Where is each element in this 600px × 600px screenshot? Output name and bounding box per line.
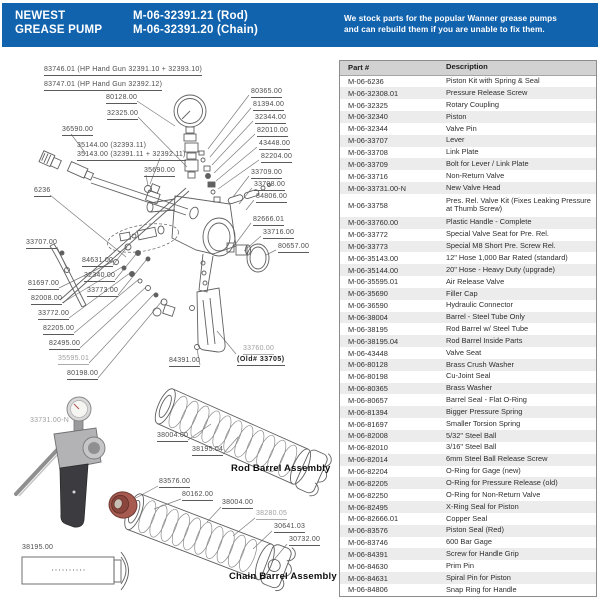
part-callout-label: 30732.00 xyxy=(289,536,320,546)
part-number-cell: M-06-84631 xyxy=(348,573,388,583)
table-row xyxy=(340,454,596,466)
table-row xyxy=(340,147,596,159)
part-number-cell: M-06-83746 xyxy=(348,538,388,548)
table-row xyxy=(340,229,596,241)
parts-table xyxy=(339,60,597,597)
description-cell: Valve Pin xyxy=(446,124,477,133)
part-callout-label: 80365.00 xyxy=(251,88,282,98)
model-number-chain: M-06-32391.20 (Chain) xyxy=(133,23,258,36)
part-number-cell: M-06-33758 xyxy=(348,200,388,210)
part-callout-label: 83747.01 (HP Hand Gun 32392.12) xyxy=(44,81,162,91)
part-number-cell: M-06-81697 xyxy=(348,419,388,429)
red-piston-seal xyxy=(106,489,139,521)
table-row xyxy=(340,347,596,359)
assembly-caption: Rod Barrel Assembly xyxy=(231,463,331,474)
part-callout-label: 6236 xyxy=(34,187,51,197)
table-row xyxy=(340,123,596,135)
part-number-cell: M-06-80657 xyxy=(348,395,388,405)
description-cell: Filler Cap xyxy=(446,289,478,298)
part-callout-label: 33709.00 xyxy=(251,169,282,179)
part-callout-label: 82010.00 xyxy=(257,127,288,137)
table-row xyxy=(340,323,596,335)
table-row xyxy=(340,241,596,253)
table-row xyxy=(340,76,596,88)
description-cell: Brass Crush Washer xyxy=(446,360,514,369)
part-callout-label: 80198.00 xyxy=(67,370,98,380)
table-row xyxy=(340,276,596,288)
part-number-cell: M-06-6236 xyxy=(348,76,384,86)
part-callout-label: (Old# 33705) xyxy=(237,356,285,366)
part-number-cell: M-06-82204 xyxy=(348,466,388,476)
part-callout-label: 35690.00 xyxy=(144,167,175,177)
table-row xyxy=(340,513,596,525)
part-callout-label: 82495.00 xyxy=(49,340,80,350)
description-cell: Barrel Seal - Flat O-Ring xyxy=(446,396,527,405)
description-cell: Hydraulic Connector xyxy=(446,301,513,310)
description-cell: X-Ring Seal for Piston xyxy=(446,502,519,511)
table-row xyxy=(340,406,596,418)
description-cell: Valve Seat xyxy=(446,348,482,357)
description-cell: 20" Hose - Heavy Duty (upgrade) xyxy=(446,265,556,274)
description-cell: Link Plate xyxy=(446,148,479,157)
assembled-pump-photo xyxy=(16,397,105,527)
model-number-rod: M-06-32391.21 (Rod) xyxy=(133,10,249,22)
part-callout-label: 38195.00 xyxy=(22,544,54,551)
part-callout-label: 38280.05 xyxy=(256,510,287,520)
description-cell: Brass Washer xyxy=(446,384,493,393)
part-number-cell: M-06-84391 xyxy=(348,549,388,559)
part-number-cell: M-06-33772 xyxy=(348,230,388,240)
table-row xyxy=(340,430,596,442)
table-row xyxy=(340,525,596,537)
table-row xyxy=(340,264,596,276)
part-callout-label: 38195.04 xyxy=(192,446,223,456)
part-callout-label: 38004.00 xyxy=(157,432,188,442)
table-row xyxy=(340,466,596,478)
table-row xyxy=(340,335,596,347)
part-number-cell: M-06-35143.00 xyxy=(348,253,399,263)
description-cell: Air Release Valve xyxy=(446,277,505,286)
description-cell: 3/16" Steel Ball xyxy=(446,443,497,452)
part-number-cell: M-06-82495 xyxy=(348,502,388,512)
description-cell: Snap Ring for Handle xyxy=(446,585,517,594)
part-number-cell: M-06-43448 xyxy=(348,348,388,358)
part-number-cell: M-06-33716 xyxy=(348,171,388,181)
part-number-cell: M-06-84630 xyxy=(348,561,388,571)
part-callout-label: 36590.00 xyxy=(62,126,93,136)
description-cell: 6mm Steel Ball Release Screw xyxy=(446,455,548,464)
description-cell: O-Ring for Pressure Release (old) xyxy=(446,479,558,488)
page-title-line2: GREASE PUMP xyxy=(15,23,103,36)
part-callout-label: 80657.00 xyxy=(278,243,309,253)
description-cell: O-Ring for Non-Return Valve xyxy=(446,490,541,499)
part-number-cell: M-06-82010 xyxy=(348,443,388,453)
part-callout-label: 80128.00 xyxy=(106,94,137,104)
part-callout-label: 43448.00 xyxy=(259,140,290,150)
table-row xyxy=(340,87,596,99)
table-row xyxy=(340,501,596,513)
table-row xyxy=(340,394,596,406)
part-callout-label: 33731.00-N xyxy=(30,417,70,424)
description-cell: O-Ring for Gage (new) xyxy=(446,467,521,476)
description-cell: Copper Seal xyxy=(446,514,488,523)
table-row xyxy=(340,194,596,217)
part-callout-label: 84391.00 xyxy=(169,357,200,367)
part-callout-label: 84631.00 xyxy=(82,257,113,267)
part-number-cell: M-06-82008 xyxy=(348,431,388,441)
table-row xyxy=(340,170,596,182)
part-number-cell: M-06-33707 xyxy=(348,136,388,146)
part-number-cell: M-06-82666.01 xyxy=(348,514,399,524)
description-cell: Smaller Torsion Spring xyxy=(446,419,521,428)
description-cell: Prim Pin xyxy=(446,561,474,570)
parts-table-header xyxy=(340,61,596,76)
part-number-cell: M-06-38195.04 xyxy=(348,336,399,346)
part-callout-label: 33773.00 xyxy=(87,287,118,297)
part-number-cell: M-06-80198 xyxy=(348,372,388,382)
part-number-cell: M-06-33709 xyxy=(348,159,388,169)
part-number-cell: M-06-38195 xyxy=(348,324,388,334)
table-row xyxy=(340,489,596,501)
part-callout-label: 33760.00 xyxy=(243,345,274,355)
part-callout-label: 30641.03 xyxy=(274,523,305,533)
tagline-line2: and can rebuild them if you are unable to fix them. xyxy=(344,24,545,34)
part-callout-label: 80162.00 xyxy=(182,491,213,501)
part-callout-label: 83746.01 (HP Hand Gun 32391.10 + 32393.10) xyxy=(44,66,202,76)
table-row xyxy=(340,135,596,147)
table-row xyxy=(340,442,596,454)
part-number-cell: M-06-80365 xyxy=(348,384,388,394)
part-number-cell: M-06-33773 xyxy=(348,241,388,251)
part-number-cell: M-06-33760.00 xyxy=(348,218,399,228)
part-callout-label: 33708.00 xyxy=(254,181,285,191)
page-title-line1: NEWEST xyxy=(15,10,66,22)
description-cell: Non-Return Valve xyxy=(446,171,505,180)
part-callout-label: 82666.01 xyxy=(253,216,284,226)
part-number-cell: M-06-32308.01 xyxy=(348,88,399,98)
table-row xyxy=(340,418,596,430)
description-cell: 5/32" Steel Ball xyxy=(446,431,497,440)
description-cell: New Valve Head xyxy=(446,183,501,192)
description-cell: Cu-Joint Seal xyxy=(446,372,491,381)
table-row xyxy=(340,300,596,312)
part-callout-label: 32340.00 xyxy=(84,272,115,282)
part-number-cell: M-06-80128 xyxy=(348,360,388,370)
description-cell: Rod Barrel Inside Parts xyxy=(446,336,523,345)
part-number-cell: M-06-82014 xyxy=(348,455,388,465)
table-row xyxy=(340,560,596,572)
description-cell: Bolt for Lever / Link Plate xyxy=(446,160,529,169)
part-callout-label: 32344.00 xyxy=(255,114,286,124)
description-cell: Screw for Handle Grip xyxy=(446,550,519,559)
description-cell: Lever xyxy=(446,136,465,145)
description-cell: Special Valve Seat for Pre. Rel. xyxy=(446,230,549,239)
part-callout-label: 82008.00 xyxy=(31,295,62,305)
table-row xyxy=(340,359,596,371)
part-callout-label: 35144.00 (32393.11) xyxy=(77,142,147,149)
table-row xyxy=(340,584,596,596)
part-number-cell: M-06-83576 xyxy=(348,526,388,536)
description-cell: Piston Seal (Red) xyxy=(446,526,504,535)
description-cell: Rod Barrel w/ Steel Tube xyxy=(446,325,529,334)
table-row xyxy=(340,572,596,584)
part-callout-label: 83576.00 xyxy=(159,478,190,488)
assembly-caption: Chain Barrel Assembly xyxy=(229,571,337,582)
description-cell: Barrel - Steel Tube Only xyxy=(446,313,525,322)
part-callout-label: 81697.00 xyxy=(28,280,59,290)
description-cell: Piston Kit with Spring & Seal xyxy=(446,77,540,86)
description-cell: Special M8 Short Pre. Screw Rel. xyxy=(446,242,556,251)
table-row xyxy=(340,252,596,264)
part-number-cell: M-06-33708 xyxy=(348,147,388,157)
table-row xyxy=(340,537,596,549)
table-row xyxy=(340,312,596,324)
part-number-cell: M-06-35690 xyxy=(348,289,388,299)
part-number-cell: M-06-81394 xyxy=(348,407,388,417)
table-row xyxy=(340,111,596,123)
table-row xyxy=(340,383,596,395)
description-cell: 12" Hose 1,000 Bar Rated (standard) xyxy=(446,253,568,262)
table-row xyxy=(340,548,596,560)
part-number-cell: M-06-38004 xyxy=(348,313,388,322)
description-cell: Rotary Coupling xyxy=(446,100,499,109)
part-number-cell: M-06-35144.00 xyxy=(348,265,399,275)
description-cell: Spiral Pin for Piston xyxy=(446,573,511,582)
description-cell: Piston xyxy=(446,112,467,121)
part-callout-label: 33716.00 xyxy=(263,229,294,239)
part-number-cell: M-06-33731.00-N xyxy=(348,183,406,193)
table-row xyxy=(340,371,596,383)
table-row xyxy=(340,158,596,170)
table-row xyxy=(340,217,596,229)
description-cell: Plastic Handle - Complete xyxy=(446,218,532,227)
part-number-cell: M-06-32340 xyxy=(348,112,388,122)
description-cell: 600 Bar Gage xyxy=(446,538,493,547)
part-number-cell: M-06-32344 xyxy=(348,124,388,134)
tagline-line1: We stock parts for the popular Wanner grease pumps xyxy=(344,14,557,23)
part-callout-label: 33772.00 xyxy=(38,310,69,320)
part-callout-label: 35143.00 (32391.11 + 32392.11) xyxy=(77,151,186,161)
part-number-cell: M-06-32325 xyxy=(348,100,388,110)
part-callout-label: 84806.00 xyxy=(256,193,287,203)
part-callout-label: 33707.00 xyxy=(26,239,57,249)
part-number-cell: M-06-35595.01 xyxy=(348,277,399,287)
part-callout-label: 35595.01 xyxy=(58,355,89,365)
column-header-description: Description xyxy=(446,63,488,72)
part-number-cell: M-06-82205 xyxy=(348,478,388,488)
table-row xyxy=(340,182,596,194)
part-number-cell: M-06-82250 xyxy=(348,490,388,500)
part-callout-label: 32325.00 xyxy=(107,110,138,120)
table-row xyxy=(340,99,596,111)
description-cell: Pressure Release Screw xyxy=(446,88,528,97)
part-callout-label: 82204.00 xyxy=(261,153,292,163)
column-header-part: Part # xyxy=(348,63,370,73)
part-callout-label: 38004.00 xyxy=(222,499,253,509)
part-number-cell: M-06-36590 xyxy=(348,301,388,311)
table-row xyxy=(340,288,596,300)
description-cell: Bigger Pressure Spring xyxy=(446,407,523,416)
table-row xyxy=(340,477,596,489)
part-callout-label: 82205.00 xyxy=(43,325,74,335)
parts-table-body xyxy=(340,76,596,597)
part-callout-label: 81394.00 xyxy=(253,101,284,111)
description-cell: Pres. Rel. Valve Kit (Fixes Leaking Pressure at Thumb Screw) xyxy=(446,196,591,214)
part-number-cell: M-06-84806 xyxy=(348,585,388,595)
